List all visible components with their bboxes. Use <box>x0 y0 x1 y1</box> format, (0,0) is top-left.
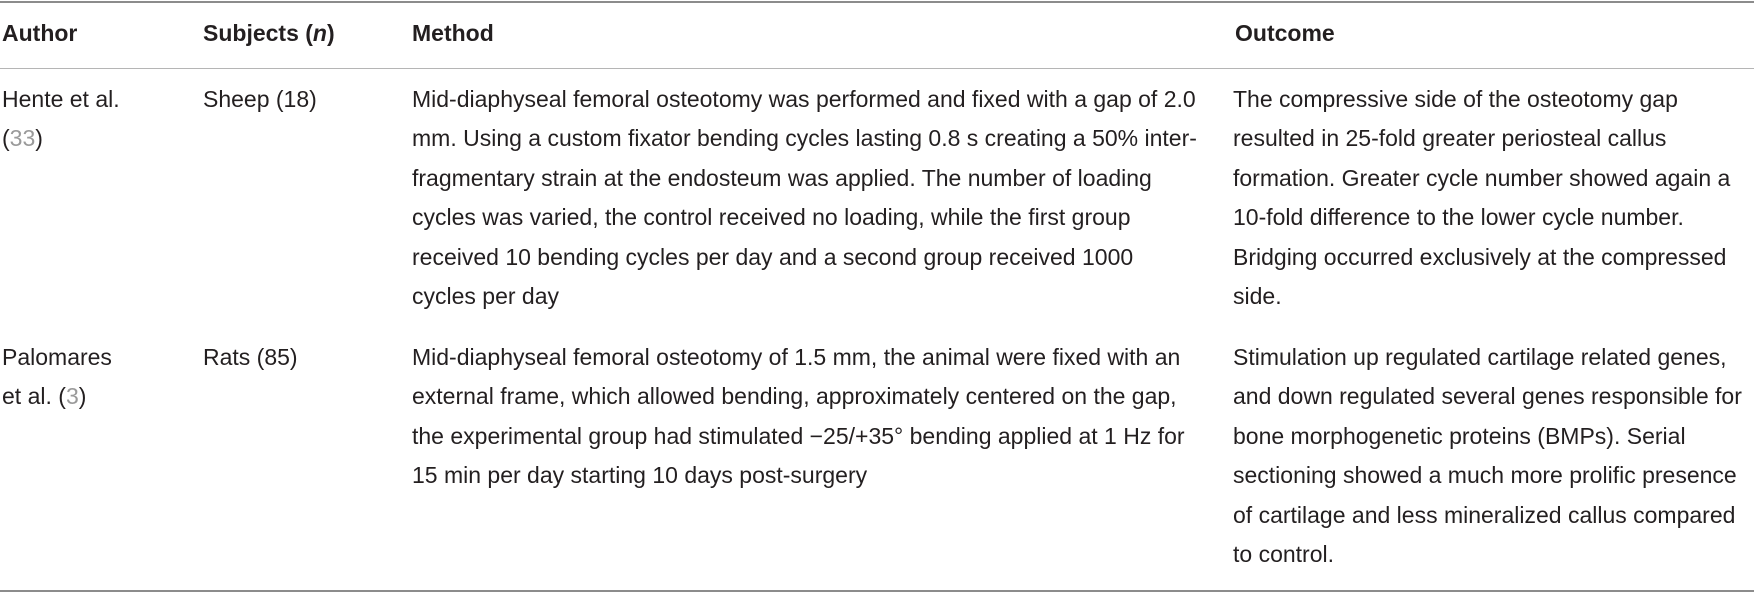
method-cell: Mid-diaphyseal femoral osteotomy was performed and fixed with a gap of 2.0 mm. Using a custom fixator bending cycles lasting 0.8 s creating a 50% inter-fragmentary strain at the endosteum was applied. The number of loading cycles was varied, the control received no loading, while the first group received 10 bending cycles per day and a second group received 1000 cycles per day <box>412 86 1197 310</box>
header-divider <box>0 68 1754 69</box>
subjects-cell: Rats (85) <box>203 344 298 370</box>
outcome-cell: Stimulation up regulated cartilage related genes, and down regulated several genes responsible for bone morphogenetic proteins (BMPs). Serial sectioning showed a much more prolific presence of cartilage and less mineralized callus compared to control. <box>1233 344 1742 568</box>
table-top-rule <box>0 1 1754 3</box>
header-subjects <box>203 16 335 50</box>
method-cell: Mid-diaphyseal femoral osteotomy of 1.5 mm, the animal were fixed with an external frame, which allowed bending, approximately centered on the gap, the experimental group had stimulated −25/+35° bending applied at 1 Hz for 15 min per day starting 10 days post-surgery <box>412 344 1185 489</box>
subjects-cell: Sheep (18) <box>203 86 317 112</box>
author-ref-close: ) <box>35 125 43 152</box>
header-author: Author <box>2 20 78 46</box>
header-subjects-close: ) <box>326 20 335 46</box>
reference-link[interactable]: 33 <box>9 125 36 152</box>
author-ref-close: ) <box>78 383 87 410</box>
author-cell <box>2 338 132 417</box>
author-ref-open: ( <box>58 383 66 410</box>
author-name: Hente et al. <box>2 86 120 112</box>
header-outcome: Outcome <box>1235 20 1335 46</box>
reference-link[interactable]: 3 <box>65 383 79 410</box>
header-subjects-n: n <box>312 20 327 46</box>
author-name: Palomares et al. <box>2 344 112 410</box>
table-bottom-rule <box>0 590 1754 592</box>
author-cell <box>2 80 182 159</box>
author-ref-open: ( <box>2 125 10 152</box>
header-subjects-label: Subjects ( <box>203 20 313 46</box>
header-method: Method <box>412 20 494 46</box>
outcome-cell: The compressive side of the osteotomy gap resulted in 25-fold greater periosteal callus formation. Greater cycle number showed again a 10-fold difference to the lower cycle number. Bridging occurred exclusively at the compressed side. <box>1233 86 1731 310</box>
